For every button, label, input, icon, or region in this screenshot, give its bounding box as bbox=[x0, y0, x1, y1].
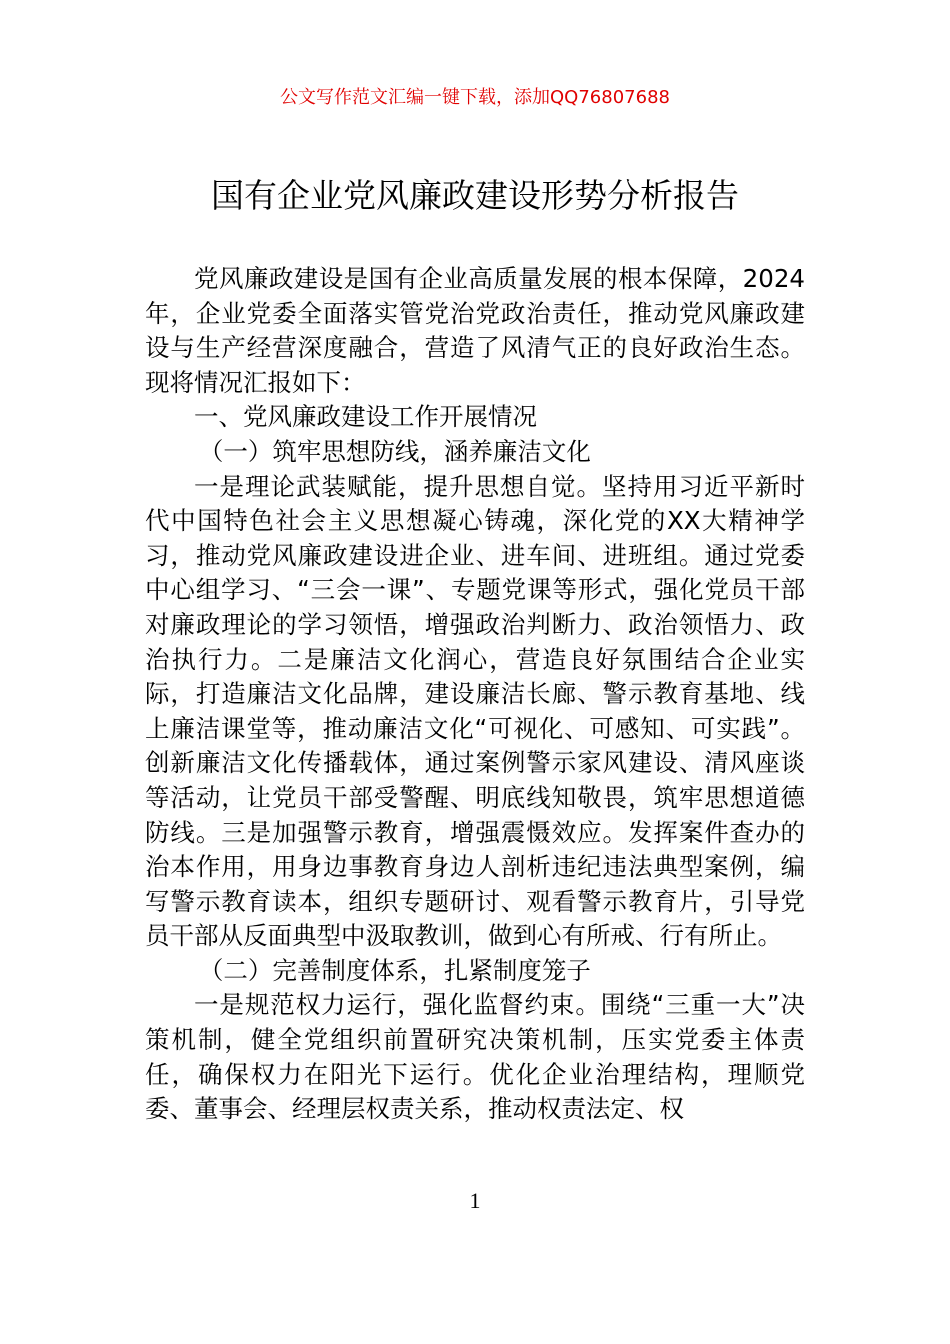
section-heading-1: 一、党风廉政建设工作开展情况 bbox=[194, 402, 537, 432]
document-body bbox=[145, 262, 805, 1127]
subsection-heading-1: （一）筑牢思想防线，涵养廉洁文化 bbox=[198, 436, 591, 466]
body-paragraph-2: 一是规范权力运行，强化监督约束。围绕“三重一大”决策机制，健全党组织前置研究决策机制，压实党委主体责任，确保权力在阳光下运行。优化企业治理结构，理顺党委、董事会、经理层权责关系，推动权责法定、权 bbox=[145, 990, 805, 1124]
document-title: 国有企业党风廉政建设形势分析报告 bbox=[211, 176, 739, 215]
intro-paragraph: 党风廉政建设是国有企业高质量发展的根本保障，2024年，企业党委全面落实管党治党政治责任，推动党风廉政建设与生产经营深度融合，营造了风清气正的良好政治生态。现将情况汇报如下： bbox=[145, 264, 805, 397]
download-notice: 公文写作范文汇编一键下载，添加QQ76807688 bbox=[280, 87, 670, 108]
subsection-heading-2: （二）完善制度体系，扎紧制度笼子 bbox=[198, 955, 591, 985]
body-paragraph-1: 一是理论武装赋能，提升思想自觉。坚持用习近平新时代中国特色社会主义思想凝心铸魂，深化党的XX大精神学习，推动党风廉政建设进企业、进车间、进班组。通过党委中心组学习、“三会一课”、专题党课等形式，强化党员干部对廉政理论的学习领悟，增强政治判断力、政治领悟力、政治执行力。二是廉洁文化润心，营造良好氛围结合企业实际，打造廉洁文化品牌，建设廉洁长廊、警示教育基地、线上廉洁课堂等，推动廉洁文化“可视化、可感知、可实践”。创新廉洁文化传播载体，通过案例警示家风建设、清风座谈等活动，让党员干部受警醒、明底线知敬畏，筑牢思想道德防线。三是加强警示教育，增强震慑效应。发挥案件查办的治本作用，用身边事教育身边人剖析违纪违法典型案例，编写警示教育读本，组织专题研讨、观看警示教育片，引导党员干部从反面典型中汲取教训，做到心有所戒、行有所止。 bbox=[145, 471, 805, 951]
page-number: 1 bbox=[469, 1188, 481, 1213]
